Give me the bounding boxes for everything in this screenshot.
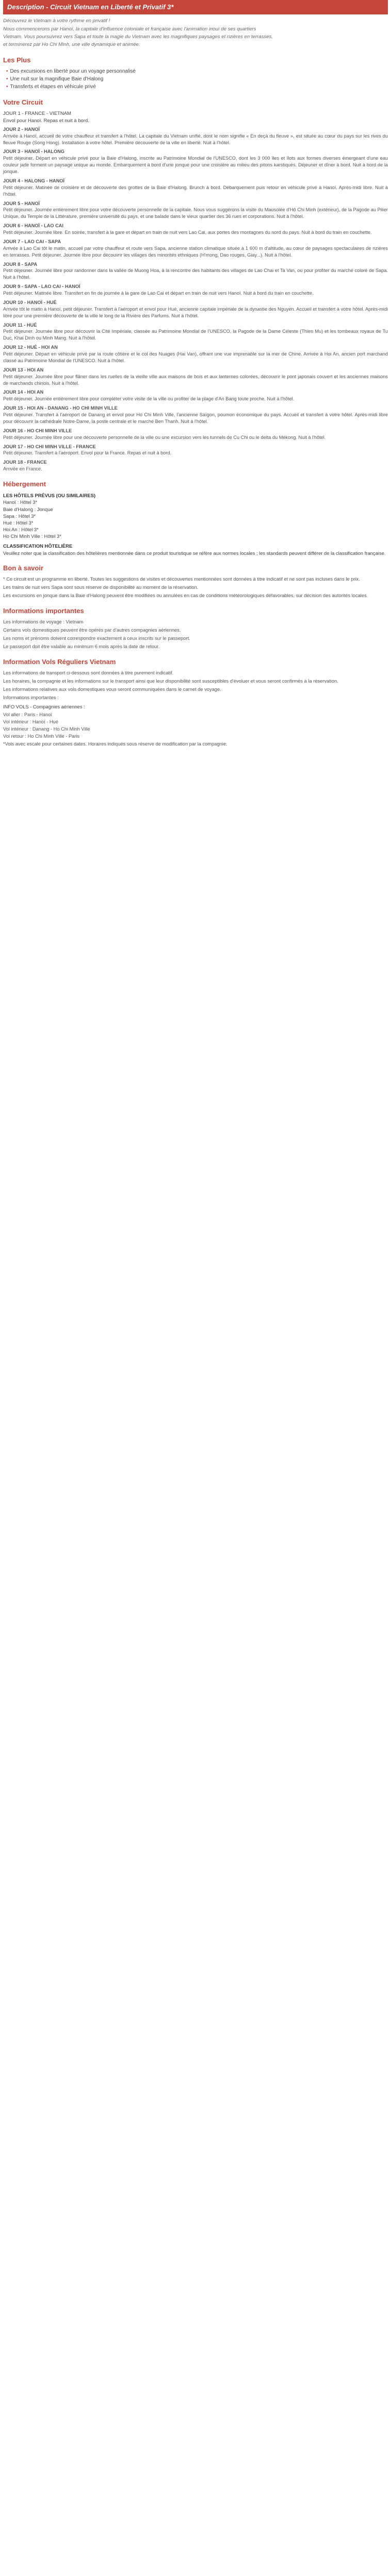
plus-item [6, 76, 388, 83]
day-description: Petit déjeuner. Matinée libre. Transfert en fin de journée à la gare de Lao Cai et départ en train de nuit vers Hanoï. Nuit à bord du train en couchette. [3, 291, 314, 296]
day-title: JOUR 6 - HANOÏ - LAO CAI [3, 223, 63, 229]
day-item [3, 322, 388, 342]
flights-section [3, 670, 388, 747]
day-title: JOUR 12 - HUÉ - HOI AN [3, 345, 58, 350]
plus-item-label: Des excursions en liberté pour un voyage personnalisé [10, 69, 136, 75]
hotel-line: Baie d'Halong : Jonque [3, 506, 53, 512]
infos-title: Informations importantes [3, 606, 84, 615]
plus-title: Les Plus [3, 56, 31, 64]
flight-row: Vol intérieur : Danang - Ho Chi Minh Ville [3, 726, 90, 732]
infos-paragraph: Certains vols domestiques peuvent être opérés par d'autres compagnies aériennes. [3, 628, 181, 633]
flights-paragraph: Les informations de transport ci-dessous sont données à titre purement indicatif. [3, 670, 174, 676]
day-title: JOUR 14 - HOI AN [3, 389, 44, 395]
day-item [3, 200, 388, 221]
day-title: JOUR 4 - HALONG - HANOÏ [3, 178, 64, 183]
day-title: JOUR 5 - HANOÏ [3, 200, 40, 206]
day-description: Petit déjeuner. Matinée de croisière et de découverte des grottes de la Baie d'Halong. Brunch à bord. Débarquement puis retour en véhicule privé à Hanoï. Après-midi libre. Nuit à l'hôtel. [3, 184, 388, 197]
intro-text [3, 18, 388, 48]
day-description: Arrivée en France. [3, 466, 42, 472]
day-item [3, 223, 388, 236]
intro-line: Découvrez le Vietnam à votre rythme en privatif ! [3, 18, 110, 24]
hotels-title: Hébergement [3, 480, 46, 488]
intro-line: Nous commencerons par Hanoï, la capitale d'influence coloniale et française avec l'animation inouï de ses quartiers [3, 26, 256, 32]
bon-paragraph: * Ce circuit est un programme en liberté. Toutes les suggestions de visites et découvertes mentionnées sont données à titre indicatif et ne sont pas incluses dans le prix. [3, 576, 360, 582]
bon-paragraph: Les trains de nuit vers Sapa sont sous réserve de disponibilité au moment de la réservation. [3, 584, 199, 590]
classification-text: Veuillez noter que la classification des hôtelières mentionnée dans ce produit touristique se réfère aux normes locales ; les standards peuvent différer de la classification française. [3, 550, 386, 556]
itinerary-head-line: Envol pour Hanoï. Repas et nuit à bord. [3, 117, 89, 124]
hotel-line: Sapa : Hôtel 3* [3, 513, 36, 519]
day-item [3, 261, 388, 281]
day-item [3, 367, 388, 387]
infos-paragraph: Les noms et prénoms doivent correspondre exactement à ceux inscrits sur le passeport. [3, 636, 190, 641]
flights-list [3, 711, 388, 740]
day-title: JOUR 10 - HANOÏ - HUÉ [3, 299, 57, 305]
day-item [3, 148, 388, 175]
day-item [3, 239, 388, 259]
hotel-line: Hoi An : Hôtel 3* [3, 527, 39, 533]
itinerary-head [3, 110, 388, 124]
day-description: Petit déjeuner. Journée entièrement libre pour compléter votre visite de la ville ou profiter de la plage d'An Bang toute proche. Nuit à l'hôtel. [3, 396, 295, 402]
day-description: Petit déjeuner. Journée libre pour flâner dans les ruelles de la vieille ville aux maisons de bois et aux lanternes colorées, découvrir le pont japonais couvert et les anciennes maisons de marchands chinois. Nuit à l'hôtel. [3, 374, 388, 386]
day-title: JOUR 17 - HO CHI MINH VILLE - FRANCE [3, 444, 96, 449]
day-description: Petit déjeuner. Journée libre. En soirée, transfert à la gare et départ en train de nuit vers Lao Cai, aux portes des montagnes du nord du pays. Nuit à bord du train en couchette. [3, 230, 372, 235]
plus-item [6, 83, 388, 91]
classification-label: CLASSIFICATION HÔTELIÈRE [3, 543, 73, 549]
day-description: Petit déjeuner. Journée libre pour découvrir la Cité Impériale, classée au Patrimoine Mondial de l'UNESCO, la Pagode de la Dame Céleste (Thien Mu) et les tombeaux royaux de Tu Duc, Khai Dinh ou Minh Mang. Nuit à l'hôtel. [3, 329, 388, 341]
day-description: Arrivée à Lao Cai tôt le matin, accueil par votre chauffeur et route vers Sapa, ancienne station climatique située à 1 600 m d'altitude, au cœur de paysages spectaculaires de rizières en terrasses. Petit déjeuner. Journée libre pour découvrir les villages des minorités ethniques (H'mong, Dao rouges, Giay...). Nuit à l'hôtel. [3, 245, 388, 258]
flights-footnote: *Vols avec escale pour certaines dates. Horaires indiqués sous réserve de modification par la compagnie. [3, 741, 227, 747]
plus-item-label: Une nuit sur la magnifique Baie d'Halong [10, 76, 104, 82]
day-description: Petit déjeuner. Transfert à l'aéroport. Envol pour la France. Repas et nuit à bord. [3, 450, 172, 456]
plus-item [6, 68, 388, 75]
day-item [3, 405, 388, 425]
flight-row: Vol retour : Ho Chi Minh Ville - Paris [3, 734, 80, 739]
day-description: Petit déjeuner. Journée entièrement libre pour votre découverte personnelle de la capitale. Nous vous suggérons la visite du Mausolée d'Hô Chi Minh (extérieur), de la Pagode au Pilier Unique, du Temple de la Littérature, première université du pays, et une balade dans le vieux quartier des 36 rues et corporations. Nuit à l'hôtel. [3, 207, 388, 219]
flights-paragraph: Les informations relatives aux vols domestiques vous seront communiquées dans le carnet de voyage. [3, 687, 221, 692]
day-title: JOUR 15 - HOI AN - DANANG - HO CHI MINH VILLE [3, 405, 118, 411]
infos-paragraph: Le passeport doit être valable au minimum 6 mois après la date de retour. [3, 644, 160, 650]
day-title: JOUR 7 - LAO CAI - SAPA [3, 239, 61, 244]
hotel-line: Ho Chi Minh Ville : Hôtel 3* [3, 533, 61, 539]
day-title: JOUR 13 - HOI AN [3, 367, 44, 372]
day-description: Petit déjeuner. Journée libre pour randonner dans la vallée de Muong Hoa, à la rencontre des habitants des villages de Lao Chai et Ta Van, ou pour profiter du marché coloré de Sapa. Nuit à l'hôtel. [3, 268, 388, 280]
day-item [3, 299, 388, 319]
itinerary-title: Votre Circuit [3, 98, 43, 107]
bullet-icon: • [6, 69, 8, 75]
bon-paragraph: Les excursions en jonque dans la Baie d'Halong peuvent être modifiées ou annulées en cas de conditions météorologiques défavorables, sur décision des autorités locales. [3, 592, 368, 598]
day-description: Petit déjeuner. Départ en véhicule privé pour la Baie d'Halong, inscrite au Patrimoine Mondial de l'UNESCO, dont les 3 000 îles et îlots aux formes diverses émergeant d'une eau couleur jade forment un paysage unique au monde. Embarquement à bord d'une jonque pour une croisière au milieu des pitons karstiques. Déjeuner et dîner à bord. Nuit à bord de la jonque. [3, 156, 388, 175]
day-description: Petit déjeuner. Transfert à l'aéroport de Danang et envol pour Ho Chi Minh Ville, l'ancienne Saïgon, poumon économique du pays. Accueil et transfert à votre hôtel. Après-midi libre pour découvrir la cathédrale Notre-Dame, la poste centrale et le marché Ben Thanh. Nuit à l'hôtel. [3, 412, 388, 424]
day-item [3, 283, 388, 297]
day-item [3, 459, 388, 472]
day-title: JOUR 16 - HO CHI MINH VILLE [3, 428, 72, 433]
intro-line: et terminerez par Ho Chi Minh, une ville dynamique et animée. [3, 42, 140, 48]
day-title: JOUR 9 - SAPA - LAO CAI - HANOÏ [3, 284, 80, 290]
day-item [3, 428, 388, 441]
itinerary-head-line: JOUR 1 - FRANCE - VIETNAM [3, 111, 71, 117]
day-description: Arrivée à Hanoï, accueil de votre chauffeur et transfert à l'hôtel. La capitale du Vietnam unifié, dont le nom signifie « En deçà du fleuve », est située au cœur du pays sur les rives du fleuve Rouge (Song Hong). Installation à votre hôtel. Première découverte de la ville en liberté. Nuit à l'hôtel. [3, 133, 388, 145]
bullet-icon: • [6, 84, 8, 90]
hotel-line: Hué : Hôtel 3* [3, 519, 34, 526]
flights-subhead: INFO VOLS - Compagnies aériennes : [3, 704, 85, 710]
infos-paragraph: Les informations de voyage : Vietnam [3, 619, 84, 625]
day-description: Petit déjeuner. Départ en véhicule privé par la route côtière et le col des Nuages (Hai Van), offrant une vue imprenable sur la mer de Chine. Arrivée à Hoi An, ancien port marchand classé au Patrimoine Mondial de l'UNESCO. Nuit à l'hôtel. [3, 351, 388, 363]
day-item [3, 126, 388, 146]
day-title: JOUR 3 - HANOÏ - HALONG [3, 149, 64, 155]
day-item [3, 444, 388, 457]
day-description: Petit déjeuner. Journée libre pour une découverte personnelle de la ville ou une excursion vers les tunnels de Cu Chi ou le delta du Mékong. Nuit à l'hôtel. [3, 434, 326, 440]
page-banner: Description - Circuit Vietnam en Liberté et Privatif 3* [3, 0, 388, 14]
hotels-section [3, 492, 388, 556]
itinerary-days [3, 126, 388, 472]
day-item [3, 389, 388, 402]
flight-row: Vol intérieur : Hanoï - Hué [3, 719, 58, 725]
day-title: JOUR 18 - FRANCE [3, 460, 47, 465]
hotels-label: LES HÔTELS PRÉVUS (OU SIMILAIRES) [3, 493, 96, 499]
flights-title: Information Vols Réguliers Vietnam [3, 658, 116, 666]
flight-row: Vol aller : Paris - Hanoï [3, 712, 53, 718]
day-item [3, 344, 388, 364]
hotels-list [3, 499, 388, 539]
itinerary [3, 110, 388, 472]
bon-title: Bon à savoir [3, 564, 44, 572]
day-title: JOUR 11 - HUÉ [3, 322, 37, 328]
page-root [0, 0, 391, 759]
bullet-icon: • [6, 76, 8, 82]
flights-paragraph: Les horaires, la compagnie et les informations sur le transport ainsi que leur disponibilité sont susceptibles d'évoluer et vous seront confirmés à la réservation. [3, 679, 338, 684]
day-title: JOUR 8 - SAPA [3, 261, 38, 267]
plus-item-label: Transferts et étapes en véhicule privé [10, 84, 96, 90]
day-title: JOUR 2 - HANOÏ [3, 126, 40, 132]
hotel-line: Hanoï : Hôtel 3* [3, 499, 38, 505]
plus-list [3, 68, 388, 91]
day-item [3, 178, 388, 198]
flights-paragraph: Informations importantes : [3, 695, 59, 701]
bon-section [3, 576, 388, 599]
day-description: Arrivée tôt le matin à Hanoï, petit déjeuner. Transfert à l'aéroport et envol pour Hué, ancienne capitale impériale de la dynastie des Nguyen. Accueil et transfert à votre hôtel. Après-midi libre pour une première découverte de la ville le long de la Rivière des Parfums. Nuit à l'hôtel. [3, 306, 388, 318]
intro-line: Vietnam. Vous poursuivrez vers Sapa et toute la magie du Vietnam avec les magnifiques paysages et rizières en terrasses, [3, 34, 273, 40]
infos-section [3, 619, 388, 650]
